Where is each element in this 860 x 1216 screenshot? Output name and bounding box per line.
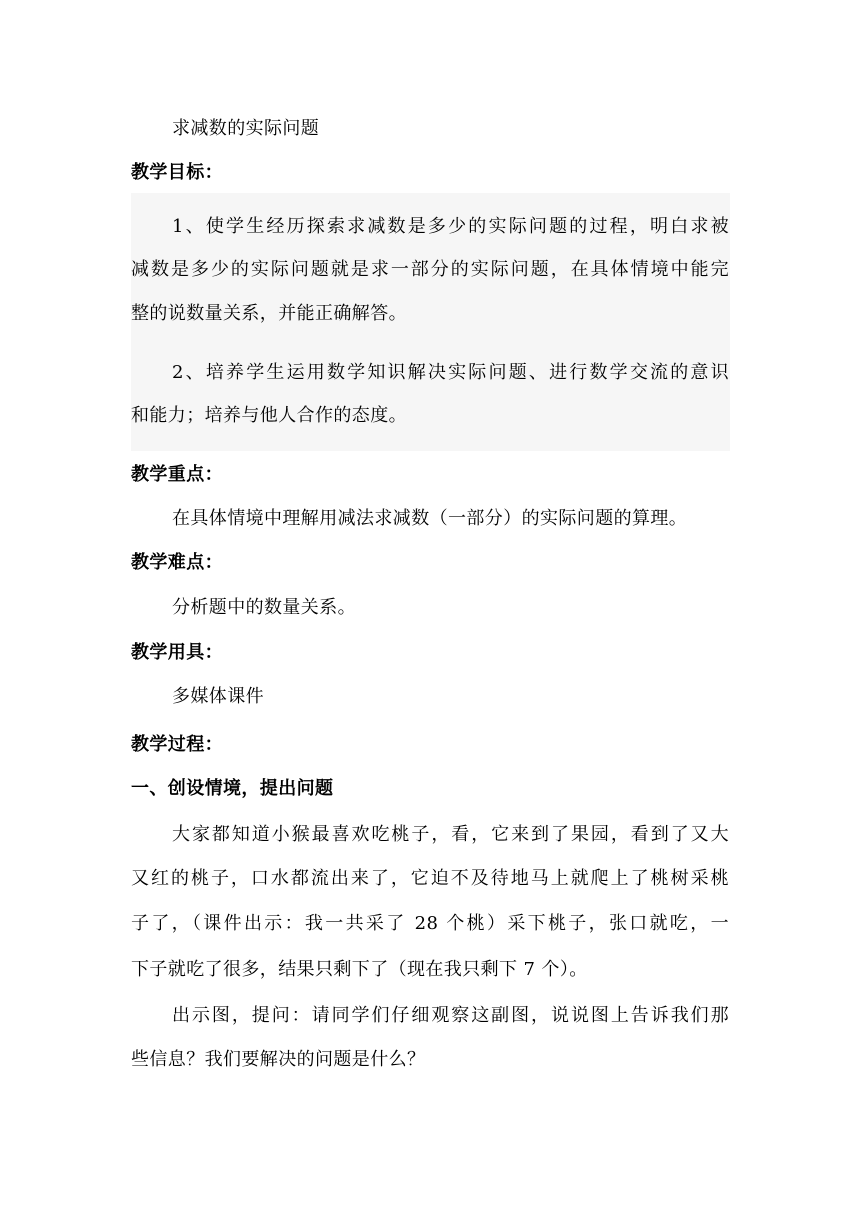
key-point-heading: 教学重点： [131,464,223,485]
paragraph-1-line-2: 又红的桃子，口水都流出来了，它迫不及待地马上就爬上了桃树采桃 [131,868,729,889]
paragraph-1-line-4: 下子就吃了很多，结果只剩下了（现在我只剩下 7 个）。 [131,959,588,980]
document-title: 求减数的实际问题 [172,118,320,139]
paragraph-2-line-2: 些信息？我们要解决的问题是什么？ [131,1049,426,1070]
paragraph-2-line-1: 出示图，提问：请同学们仔细观察这副图，说说图上告诉我们那 [172,1005,729,1026]
process-heading: 教学过程： [131,734,223,755]
objective-2-line-1: 2、培养学生运用数学知识解决实际问题、进行数学交流的意识 [172,362,729,383]
difficulty-text: 分析题中的数量关系。 [172,597,356,618]
section-1-heading: 一、创设情境，提出问题 [131,778,334,799]
objective-2-line-2: 和能力；培养与他人合作的态度。 [131,405,407,426]
objectives-heading: 教学目标： [131,162,223,183]
difficulty-heading: 教学难点： [131,552,223,573]
objective-1-line-1: 1、使学生经历探索求减数是多少的实际问题的过程，明白求被 [172,216,729,237]
tools-text: 多媒体课件 [172,686,264,707]
tools-heading: 教学用具： [131,642,223,663]
objective-1-line-2: 减数是多少的实际问题就是求一部分的实际问题，在具体情境中能完 [131,259,729,280]
paragraph-1-line-3: 子了，（课件出示：我一共采了 28 个桃）采下桃子，张口就吃，一 [131,913,729,934]
key-point-text: 在具体情境中理解用减法求减数（一部分）的实际问题的算理。 [172,508,688,529]
paragraph-1-line-1: 大家都知道小猴最喜欢吃桃子，看，它来到了果园，看到了又大 [172,824,729,845]
objective-1-line-3: 整的说数量关系，并能正确解答。 [131,303,407,324]
